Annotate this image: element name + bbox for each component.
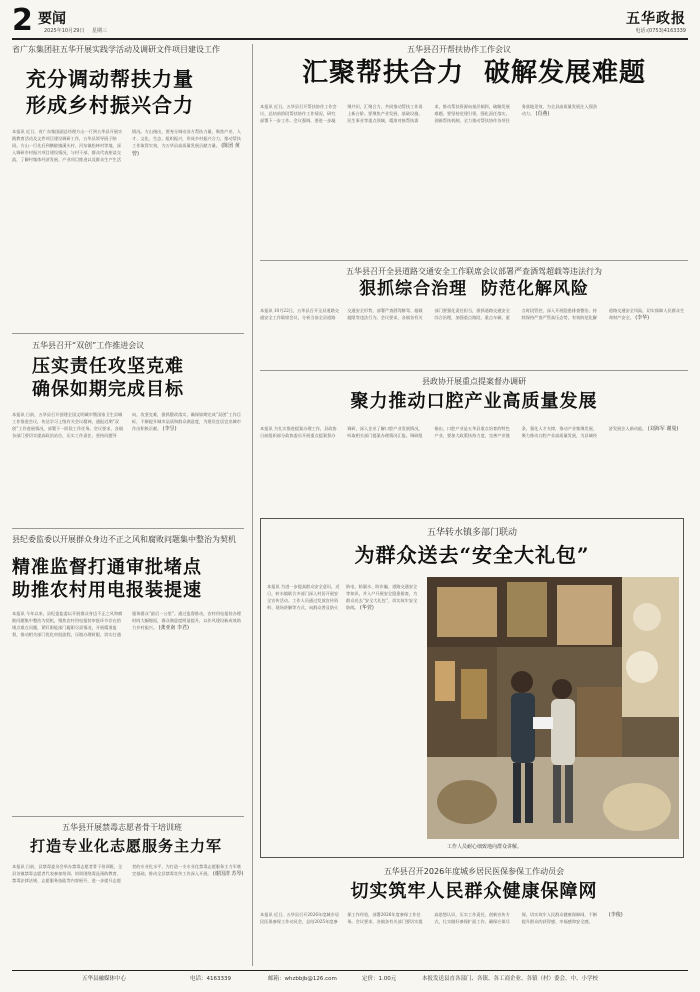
article-7-source: (刘海军 谢曼) <box>647 426 679 432</box>
divider-1 <box>12 333 244 334</box>
footer-email: 邮箱：whzbbjb@126.com <box>268 976 337 982</box>
article-5-body <box>260 103 688 253</box>
footer-publisher: 五华县融媒体中心 <box>82 976 127 982</box>
divider-2 <box>12 528 244 529</box>
article-2-title-line-1: 压实责任攻坚克难 <box>32 356 184 377</box>
article-9-text: 本报讯 近日，五华县召开2026年度城乡居民医保参保工作动员会，总结2025年度参保工作经验，部署2026年度参保工作任务。会议要求，各镇各有关部门要切实提高思想认识，压实工作责任，创新宣传方式，扎实做好参保扩面工作，确保应保尽保，切实筑牢人民群众健康保障网，不断提升群众的获得感、幸福感和安全感。 <box>260 912 597 924</box>
weekday-text: 星期三 <box>92 28 108 34</box>
article-4-text: 本报讯 日前，县禁毒委员会举办禁毒志愿者骨干培训班，全县各镇禁毒志愿者代表参加培训。培训围绕毒品预防教育、禁毒法律法规、志愿服务技能等内容展开，进一步提升志愿者的专业化水平，为打造一支专业化禁毒志愿服务主力军奠定基础，推动全县禁毒宣传工作深入开展。 <box>12 864 241 883</box>
article-4 <box>12 822 244 962</box>
footer-distribution: 本报发送县直各部门、各镇、各工商企业、各镇（村）委会、中、小学校 <box>422 976 599 982</box>
article-1-kicker: 省广东集团驻五华开展实践学活动及调研文件项目建设工作 <box>12 45 220 54</box>
page-number: 2 <box>12 3 33 38</box>
article-9-source: (李俊) <box>608 912 623 918</box>
article-4-title: 打造专业化志愿服务主力军 <box>30 837 223 855</box>
article-3-kicker: 县纪委监委以开展群众身边不正之风和腐败问题集中整治为契机 <box>12 535 236 544</box>
article-5-title: 汇聚帮扶合力 破解发展难题 <box>301 58 647 88</box>
article-8-source: (华萱) <box>359 605 374 611</box>
article-6-title: 狠抓综合治理 防范化解风险 <box>359 279 589 299</box>
masthead <box>12 3 688 38</box>
article-9-kicker: 五华县召开2026年度城乡居民医保参保工作动员会 <box>383 867 565 876</box>
article-2-text: 本报讯 日前，五华县召开创建全国文明城市暨国家卫生县城工作推进会议，传达学习上级有关会议精神，通报近期“双创”工作进展情况，部署下一阶段工作任务。会议要求，各镇各部门要切实提高政治站位，压实工作责任，坚持问题导向，攻坚克难，狠抓整改落实，确保如期完成“双创”工作目标，不断提升城市品质和群众满意度，为建设宜居宜业城市作出积极贡献。 <box>12 412 241 438</box>
article-8-kicker: 五华转水镇多部门联动 <box>426 528 517 538</box>
article-7-title: 聚力推动口腔产业高质量发展 <box>350 391 598 412</box>
article-3-source: (龚亚南 李君) <box>158 625 189 631</box>
article-1-text: 本报讯 近日，省广东集团副总经理方山一行到五华县开展实践教育活动及文件项目建设调研工作，五华县领导班子陪同。方山一行先后到横陂镇溪头村、河东镇松林村等地，深入调研乡村振兴项目建设情况，与村干部、群众代表座谈交流，了解村集体经济发展、产业项目推进以及群众生产生活情况。方山指出，要充分调动各方帮扶力量，聚焦产业、人才、文化、生态、组织振兴，形成乡村振兴合力，推动帮扶工作取得实效，为五华县高质量发展贡献力量。 <box>12 129 241 162</box>
footer <box>12 974 688 986</box>
article-8-box <box>260 518 684 858</box>
article-1 <box>12 44 244 329</box>
footer-phone: 电话：4163339 <box>190 976 231 982</box>
masthead-rule <box>12 38 688 40</box>
article-5 <box>260 44 688 254</box>
issue-date <box>44 27 107 34</box>
article-1-body <box>12 128 244 314</box>
article-2-kicker: 五华县召开“双创”工作推进会议 <box>32 341 145 350</box>
article-3-body <box>12 610 244 806</box>
article-2-source: (李昱) <box>162 426 177 432</box>
article-4-kicker: 五华县开展禁毒志愿者骨干培训班 <box>62 823 182 832</box>
divider-3 <box>12 816 244 817</box>
column-divider <box>252 44 253 966</box>
article-2-title-line-2: 确保如期完成目标 <box>32 379 184 400</box>
article-8-photo <box>427 577 679 839</box>
article-6-kicker: 五华县召开全县道路交通安全工作联席会议部署严查酒驾超载等违法行为 <box>346 267 602 276</box>
article-8-title: 为群众送去“安全大礼包” <box>354 543 590 567</box>
article-2-body <box>12 411 244 517</box>
divider-4 <box>260 260 688 261</box>
article-8-caption: 工作人员耐心细致地向群众讲解。 <box>447 844 523 850</box>
article-8-text: 本报讯 为进一步提高群众安全意识，近日，转水镇联合多部门深入村居开展安全宣传活动。工作人员通过发放宣传资料、现场讲解等方式，向群众普及防火防电、防溺水、防诈骗、道路交通安全等知识，并入户开展安全隐患排查，为群众送去“安全大礼包”，切实筑牢安全防线。 <box>267 584 418 610</box>
article-7-body <box>260 425 688 509</box>
article-7-kicker: 县政协开展重点提案督办调研 <box>422 377 526 386</box>
article-6-body <box>260 307 688 361</box>
article-9 <box>260 866 688 966</box>
article-4-source: (谢国清 苏琴) <box>212 871 244 877</box>
article-9-body <box>260 911 688 967</box>
article-6-source: (李华) <box>635 315 650 321</box>
masthead-phone: 电话:(0753)4163339 <box>635 28 686 34</box>
section-name: 要闻 <box>38 11 66 27</box>
footer-rule <box>12 970 688 971</box>
footer-price: 定价：1.00元 <box>362 976 397 982</box>
article-7-text: 本报讯 为扎实推进提案办理工作，县政协日前组织部分政协委员开展重点提案督办调研，深入企业了解口腔产业发展情况，听取相关部门提案办理情况汇报。调研组指出，口腔产业是五华县重点培育的特色产业，要加大政策扶持力度，完善产业链条，强化人才支撑，推动产业集聚发展，聚力推动口腔产业高质量发展，为县域经济发展注入新动能。 <box>260 426 647 438</box>
article-2 <box>12 340 244 520</box>
article-6 <box>260 266 688 364</box>
article-3 <box>12 534 244 809</box>
article-3-title-line-1: 精准监督打通审批堵点 <box>12 557 202 578</box>
date-text: 2025年10月29日 <box>44 28 85 34</box>
article-1-title-line-2: 形成乡村振兴合力 <box>26 93 194 117</box>
article-1-source: (陈团 黄曾) <box>132 143 240 157</box>
article-1-title-line-1: 充分调动帮扶力量 <box>26 67 194 91</box>
article-7 <box>260 376 688 510</box>
article-5-text: 本报讯 近日，五华县召开帮扶协作工作会议，总结前阶段帮扶协作工作情况，研究部署下一步工作。会议强调，要进一步凝聚共识，汇聚合力，共同推动帮扶工作再上新台阶。要聚焦产业发展、基础设施、民生事业等重点领域，精准对接帮扶需求，推动帮扶资源向基层倾斜，破解发展难题。要坚持党建引领，强化责任落实，创新帮扶机制，全力推动帮扶协作各项任务落地见效，为全县高质量发展注入强劲动力。 <box>260 104 597 123</box>
article-3-text: 本报讯 今年以来，县纪委监委以开展群众身边不正之风和腐败问题集中整治为契机，聚焦农村用电报装审批环节存在的堵点难点问题，紧盯职能部门履职尽责情况，开展精准监督，推动相关部门优化审批流程，压缩办理时限，切实打通服务群众“最后一公里”。通过监督推动，农村用电报装办理时间大幅缩短，群众满意度明显提升，以作风建设新成效助力乡村振兴。 <box>12 611 241 637</box>
article-5-kicker: 五华县召开帮扶协作工作会议 <box>407 45 511 54</box>
article-6-text: 本报讯 10月22日，五华县召开全县道路交通安全工作联席会议，分析当前全县道路交通安全形势，部署严查酒驾醉驾、超载超限等违法行为。会议要求，各镇各有关部门要强化责任担当，狠抓道路交通安全综合治理，加强重点路段、重点车辆、重点时段管控，深入开展隐患排查整治，持续保持严查严管高压态势，有效防范化解道路交通安全风险，切实保障人民群众生命财产安全。 <box>260 308 685 320</box>
article-8-body <box>267 583 419 851</box>
article-5-source: (肖燕) <box>535 111 550 117</box>
paper-name: 五华政报 <box>626 11 686 27</box>
article-3-title-line-2: 助推农村用电报装提速 <box>12 580 202 601</box>
article-4-body <box>12 863 244 959</box>
article-9-title: 切实筑牢人民群众健康保障网 <box>350 881 598 902</box>
shop-photo-image <box>427 577 679 839</box>
divider-5 <box>260 370 688 371</box>
